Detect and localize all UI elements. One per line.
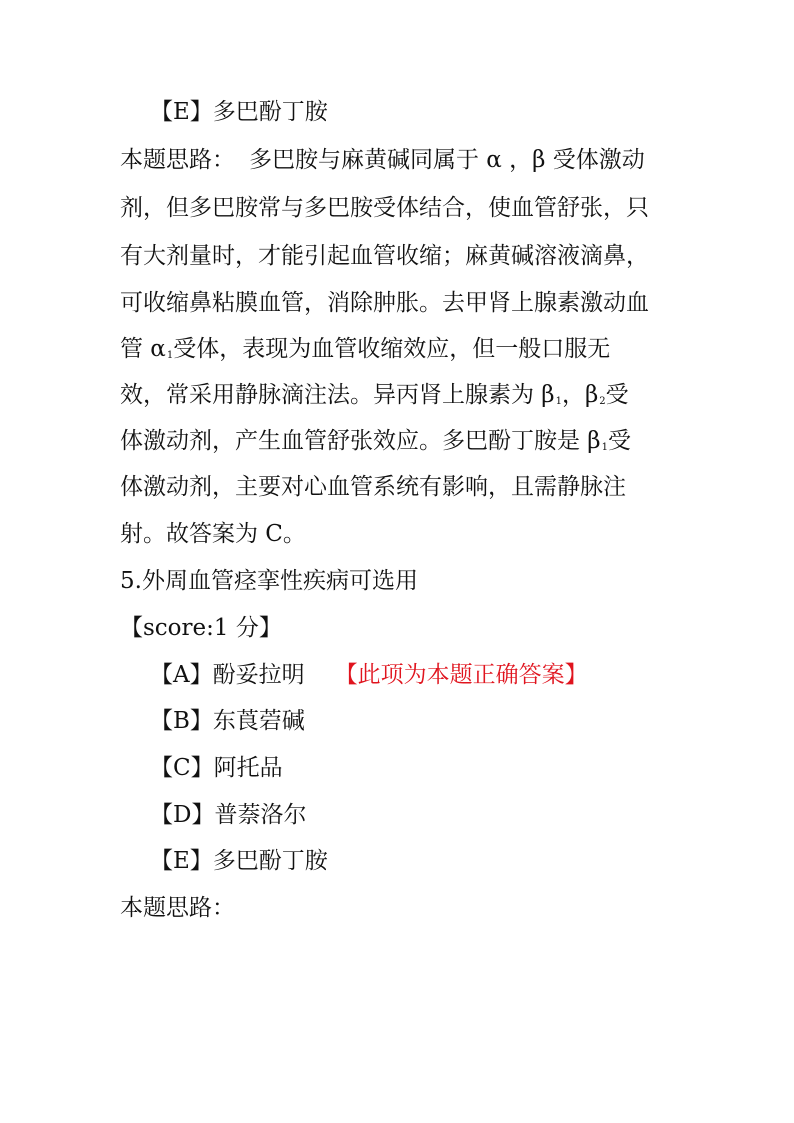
explanation-line-6 <box>120 381 629 416</box>
text-segment: 体激动剂，产生血管舒张效应。多巴酚丁胺是 β <box>120 428 601 454</box>
explanation-label: 本题思路： <box>120 147 235 173</box>
explanation-line-1 <box>120 146 645 174</box>
question-explanation-label: 本题思路： <box>120 895 235 921</box>
question-title: 5.外周血管痉挛性疾病可选用 <box>120 568 418 594</box>
explanation-line-4: 可收缩鼻粘膜血管，消除肿胀。去甲肾上腺素激动血 <box>120 290 649 316</box>
subscript: 1 <box>166 350 174 361</box>
question-score: 【score:1 分】 <box>120 615 282 641</box>
subscript: 1 <box>601 442 608 453</box>
explanation-line-2: 剂，但多巴胺常与多巴胺受体结合，使血管舒张，只 <box>120 195 649 221</box>
text-segment: 受 <box>607 428 631 454</box>
option-a <box>150 661 588 689</box>
text-segment: ，β <box>561 382 599 408</box>
explanation-line-7 <box>120 427 631 462</box>
text-segment: 效，常采用静脉滴注法。异丙肾上腺素为 β <box>120 382 555 408</box>
text-segment: 受体，表现为血管收缩效应，但一般口服无 <box>173 336 611 362</box>
option-d: 【D】普萘洛尔 <box>150 802 307 828</box>
explanation-line-3: 有大剂量时，才能引起血管收缩；麻黄碱溶液滴鼻， <box>120 243 649 269</box>
option-e: 【E】多巴酚丁胺 <box>150 848 328 874</box>
option-c: 【C】阿托品 <box>150 755 283 781</box>
option-label: 【A】酚妥拉明 <box>150 662 305 688</box>
explanation-line-9: 射。故答案为 C。 <box>120 521 306 547</box>
subscript: 2 <box>599 396 606 407</box>
subscript: 1 <box>555 396 562 407</box>
explanation-line-5 <box>120 335 610 370</box>
option-b: 【B】东莨菪碱 <box>150 708 305 734</box>
correct-answer-tag: 【此项为本题正确答案】 <box>334 662 588 688</box>
previous-option-e: 【E】多巴酚丁胺 <box>150 99 328 125</box>
text-segment: 受 <box>605 382 629 408</box>
text-segment: 管 α <box>120 336 166 362</box>
explanation-text: 多巴胺与麻黄碱同属于 α ，β 受体激动 <box>249 147 645 173</box>
explanation-line-8: 体激动剂，主要对心血管系统有影响，且需静脉注 <box>120 474 626 500</box>
